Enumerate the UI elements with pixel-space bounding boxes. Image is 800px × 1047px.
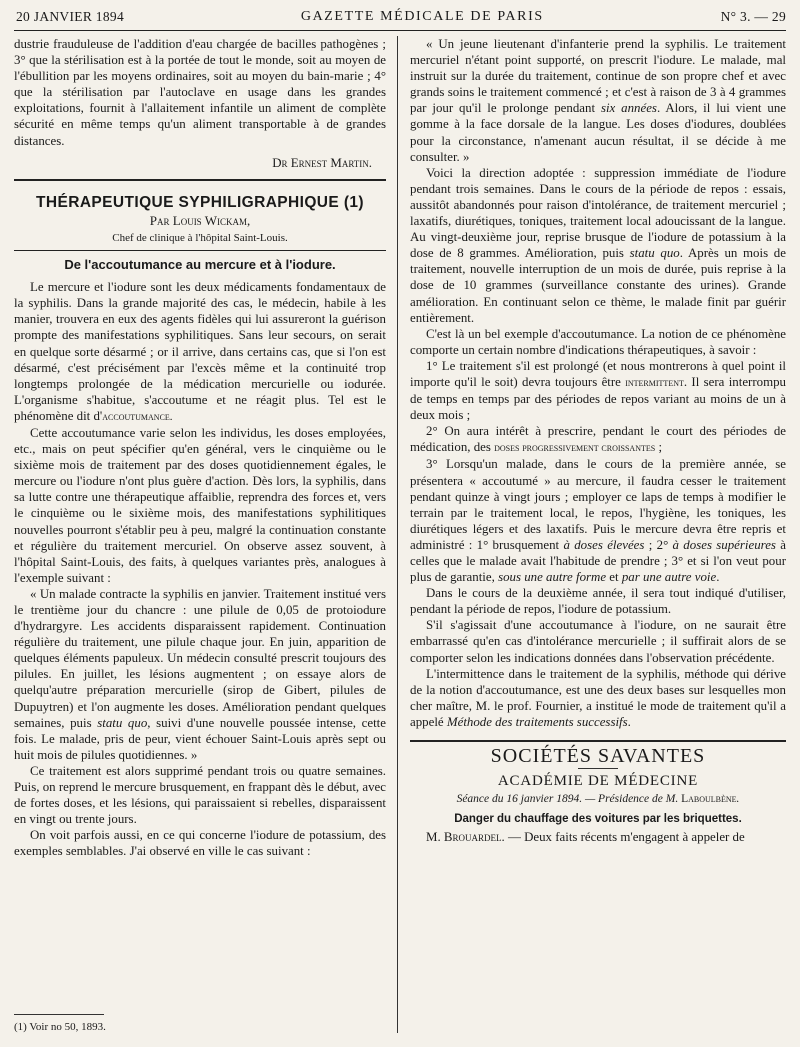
author-affiliation: Chef de clinique à l'hôpital Saint-Louis. — [112, 231, 288, 244]
paragraph: Cette accoutumance varie selon les individus, les doses employées, etc., mais on peut spécifier qu'en général, vers le cinquième ou le sixième mois de traitement par des doses quotidiennement égales, le mercure ou l'iodure n'ont plus guère d'action. Dès lors, la syphilis, dans sa lutte contre une thérapeutique affaiblie, reprendra des forces et, vers le cinquième ou le sixième mois, des manifestations syphilitiques nouvelles pourront s'établir peu à peu, malgré la continuation constante et régulière du traitement mercuriel. On observe assez souvent, à l'hôpital Saint-Louis, des faits, à quelques variantes près, analogues à l'exemple suivant : — [14, 425, 386, 585]
paragraph: S'il s'agissait d'une accoutumance à l'iodure, on ne saurait être embarrassé qu'en cas d'intolérance mercurielle ; il suffirait alors de se comporter selon les indications données dans l'observation précédente. — [410, 618, 786, 665]
list-item: 2° On aura intérêt à prescrire, pendant le court des périodes de médication, des doses progressivement croissantes ; — [410, 424, 786, 455]
topic-heading: Danger du chauffage des voitures par les briquettes. — [454, 813, 742, 826]
author-signature: Dr Ernest Martin. — [272, 155, 372, 170]
right-column — [410, 36, 786, 1039]
paragraph: M. Brouardel. — Deux faits récents m'engagent à appeler de — [426, 830, 745, 845]
article-byline: Par Louis Wickam, — [149, 212, 251, 228]
session-line: Séance du 16 janvier 1894. — Présidence de M. Laboulbène. — [456, 793, 740, 806]
academy-heading: ACADÉMIE DE MÉDECINE — [497, 773, 699, 790]
left-column — [14, 36, 386, 1039]
footnote: (1) Voir no 50, 1893. — [14, 1021, 106, 1033]
section-title: SOCIÉTÉS SAVANTES — [490, 745, 706, 768]
header-page-number: N° 3. — 29 — [720, 9, 786, 24]
paragraph: Voici la direction adoptée : suppression immédiate de l'iodure pendant trois semaines. Dans le cours de la période de repos : essais, aussitôt abandonnés pour raison d'intolérance, de traitement mercuriel ; laxatifs, diurétiques, toniques, traitement local adoucissant de la langue. Au vingt-deuxième jour, reprise brusque de l'iodure de potassium à la dose de 8 grammes. Amélioration, puis statu quo. Après un mois de traitement, nouvelle interruption de un mois de durée, puis reprise à la dose de 10 grammes (surveillance constante des urines). Grande amélioration. En continuant selon ce thème, le malade finit par guérir entièrement. — [410, 165, 786, 325]
list-item: 3° Lorsqu'un malade, dans le cours de la première année, se présentera « accoutumé » au mercure, il faudra cesser le traitement pendant quinze à vingt jours ; employer ce laps de temps à modifier le terrain par le traitement local, le repos, l'hygiène, les toniques, les diurétiques légers et des laxatifs. Puis le mercure devra être repris et administré : 1° brusquement à doses élevées ; 2° à doses supérieures à celles que le malade avait l'habitude de prendre ; 3° et si l'on veut pour plus de garantie, sous une autre forme et par une autre voie. — [410, 457, 786, 585]
column-divider — [397, 36, 398, 1033]
list-item: 1° Le traitement s'il est prolongé (et nous montrerons à quel point il importe qu'il le soit) devra toujours être intermittent. Il sera interrompu de temps en temps par des périodes de repos variant au moins de un à deux mois ; — [410, 358, 786, 423]
section-rule — [410, 740, 786, 742]
paragraph: On voit parfois aussi, en ce qui concerne l'iodure de potassium, des exemples semblables. J'ai observé en ville le cas suivant : — [14, 828, 386, 859]
paragraph: Le mercure et l'iodure sont les deux médicaments fondamentaux de la syphilis. Dans la grande majorité des cas, le médecin, habile à les manier, trouvera en eux des agents fidèles qui lui assureront la guérison prompte des manifestations syphilitiques. Sans leur secours, on serait en quelque sorte désarmé ; or il arrive, dans certains cas, que si l'on est désarmé, c'est précisément par l'excès même et la continuité trop longtemps prolongée de la médication mercurielle ou iodurée. L'organisme s'habitue, s'accoutume et ne réagit plus. Tel est le phénomène dit d'accoutumance. — [14, 280, 386, 423]
quoted-case: « Un jeune lieutenant d'infanterie prend la syphilis. Le traitement mercuriel n'étant point supporté, on prescrit l'iodure. Le malade, mal instruit sur la durée du traitement, continue de son propre chef et avec grands soins le traitement commencé ; et c'est à raison de 3 à 4 grammes par jour qu'il le prolonge pendant six années. Alors, il lui vient une gomme à la face dorsale de la langue. Les doses d'iodures, doublées pour la circonstance, n'amenant aucun résultat, il se décide à me consulter. » — [410, 37, 786, 164]
paragraph: Dans le cours de la deuxième année, il sera tout indiqué d'utiliser, pendant la période de repos, l'iodure de potassium. — [410, 586, 786, 617]
short-rule — [578, 768, 618, 769]
header-rule — [14, 30, 786, 31]
quoted-case: « Un malade contracte la syphilis en janvier. Traitement institué vers le trentième jour du chancre : une pilule de 0,05 de protoiodure d'hydrargyre. Les accidents disparaissent rapidement. Continuation régulière du traitement, une pilule chaque jour. En juin, apparition de quelques éléments papuleux. Un médecin consulté prescrit toujours des pilules. En juillet, les lésions augmentent ; on essaye alors de quelqu'autre préparation mercurielle (sirop de Gibert, pilules de Dupuytren) et l'on augmente les doses. Amélioration pendant quelques semaines, puis statu quo, suivi d'une nouvelle poussée intense, cette fois. Le malade, pris de peur, vient échouer Saint-Louis après sept ou huit mois de pilules quotidiennes. » — [14, 586, 386, 762]
continued-paragraph: dustrie frauduleuse de l'addition d'eau chargée de bacilles pathogènes ; 3° que la stérilisation est à la portée de tout le monde, soit au moyen de l'ébullition par les moyens ordinaires, soit au moyen du bain-marie ; 4° que la stérilisation par l'autoclave en usage dans les grandes exploitations, fournit à l'allaitement infantile un aliment de complète sécurité en même temps qu'un aliment transportable à de grandes distances. — [14, 37, 386, 148]
header-date: 20 JANVIER 1894 — [16, 9, 124, 24]
article-subheading: De l'accoutumance au mercure et à l'iodure. — [64, 257, 336, 273]
page-header — [16, 6, 786, 28]
paragraph: C'est là un bel exemple d'accoutumance. La notion de ce phénomène comporte un certain nombre d'indications thérapeutiques, à savoir : — [410, 326, 786, 357]
footnote-rule — [14, 1014, 104, 1015]
paragraph: Ce traitement est alors supprimé pendant trois ou quatre semaines. Puis, on reprend le mercure brusquement, en frappant dès le début, avec de fortes doses, et les lésions, qui paraissaient si rebelles, disparaissent en vingt ou trente jours. — [14, 763, 386, 827]
article-title: THÉRAPEUTIQUE SYPHILIGRAPHIQUE (1) — [36, 193, 364, 211]
paragraph: L'intermittence dans le traitement de la syphilis, méthode qui dérive de la notion d'accoutumance, est une des deux bases sur lesquelles mon cher maître, M. le prof. Fournier, a institué le mode de traitement qu'il a appelé Méthode des traitements successifs. — [410, 666, 786, 729]
header-journal-title: GAZETTE MÉDICALE DE PARIS — [300, 9, 544, 24]
article-header — [14, 179, 386, 251]
